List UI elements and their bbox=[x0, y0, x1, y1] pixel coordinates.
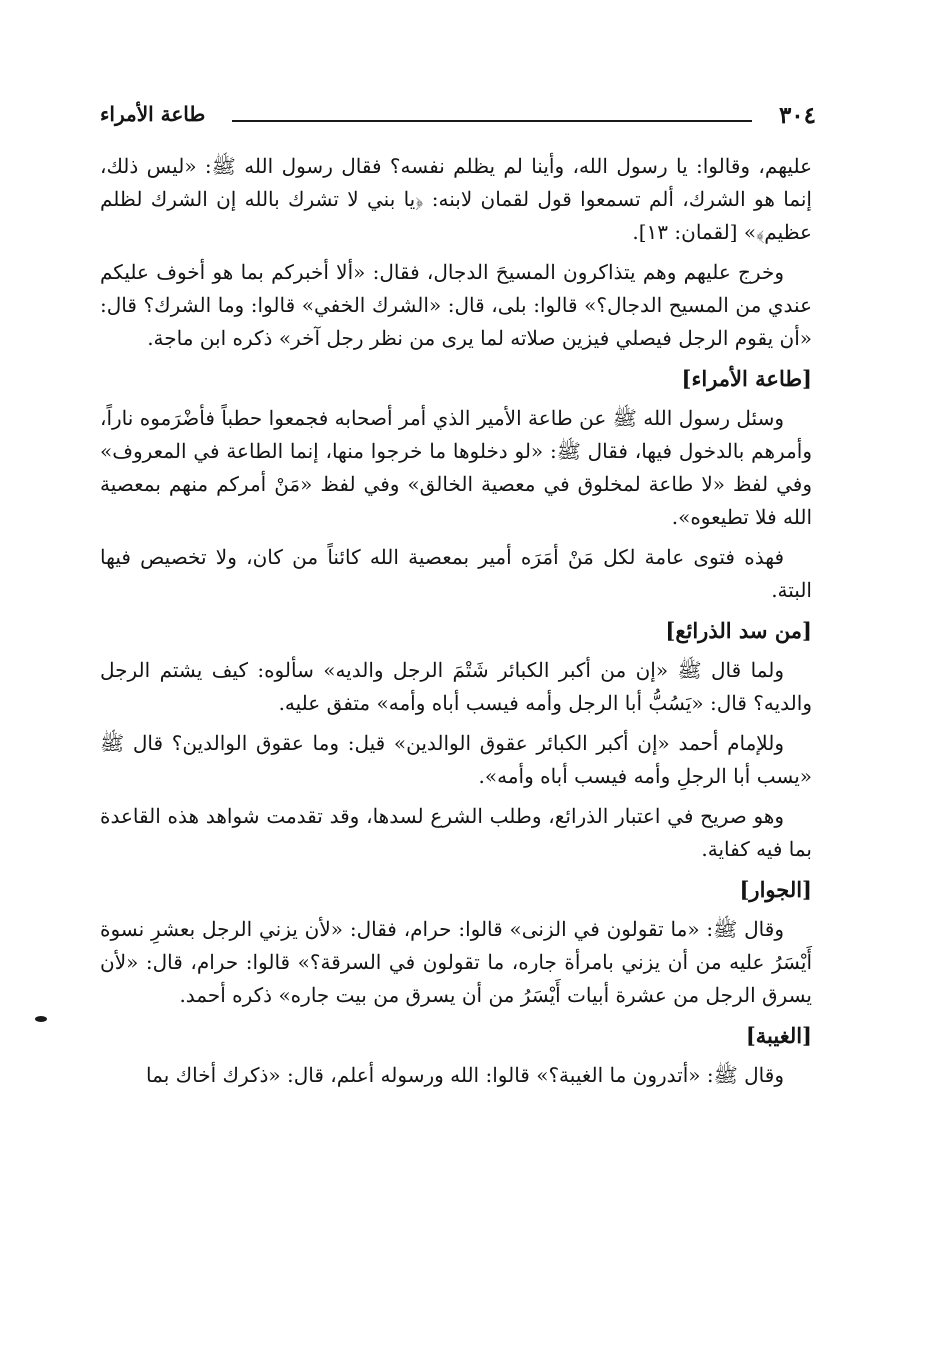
paragraph: وخرج عليهم وهم يتذاكرون المسيحَ الدجال، فقال: «ألا أخبركم بما هو أخوف عليكم عندي من المسيح الدجال؟» قالوا: بلى، قال: «الشرك الخفي» قالوا: وما الشرك؟ قال: «أن يقوم الرجل فيصلي فيزين صلاته لما يرى من نظر رجل آخر» ذكره ابن ماجة. bbox=[100, 260, 812, 350]
section-heading: [طاعة الأمراء] bbox=[681, 366, 812, 391]
paragraph: ولما قال ﷺ «إن من أكبر الكبائر شَتْمَ الرجل والديه» سألوه: كيف يشتم الرجل والديه؟ قال: «يَسُبُّ أبا الرجل وأمه فيسب أباه وأمه» متفق عليه. bbox=[100, 658, 812, 715]
paragraph: وسئل رسول الله ﷺ عن طاعة الأمير الذي أمر أصحابه فجمعوا حطباً فأضْرَموه ناراً، وأمرهم بالدخول فيها، فقال ﷺ: «لو دخلوها ما خرجوا منها، إنما الطاعة في المعروف» وفي لفظ «لا طاعة لمخلوق في معصية الخالق» وفي لفظ «مَنْ أمركم منهم بمعصية الله فلا تطيعوه». bbox=[100, 406, 812, 529]
paragraph: وهو صريح في اعتبار الذرائع، وطلب الشرع لسدها، وقد تقدمت شواهد هذه القاعدة بما فيه كفاية. bbox=[100, 804, 812, 861]
body-text bbox=[100, 150, 812, 1099]
header-rule bbox=[232, 120, 752, 122]
paragraph: فهذه فتوى عامة لكل مَنْ أمَرَه أمير بمعصية الله كائناً من كان، ولا تخصيص فيها البتة. bbox=[100, 545, 812, 602]
paragraph: وقال ﷺ: «أتدرون ما الغيبة؟» قالوا: الله ورسوله أعلم، قال: «ذكرك أخاك بما bbox=[146, 1063, 784, 1087]
section-heading: [الجوار] bbox=[739, 877, 812, 902]
page-number: ٣٠٤ bbox=[778, 102, 816, 129]
margin-mark bbox=[35, 1016, 47, 1022]
running-title: طاعة الأمراء bbox=[100, 102, 206, 126]
section-heading: [الغيبة] bbox=[745, 1023, 812, 1048]
paragraph: وقال ﷺ: «ما تقولون في الزنى» قالوا: حرام، فقال: «لأن يزني الرجل بعشرِ نسوة أَيْسَرُ عليه من أن يزني بامرأة جاره، ما تقولون في السرقة؟» قالوا: حرام، قال: «لأن يسرق الرجل من عشرة أبيات أَيْسَرُ من أن يسرق من بيت جاره» ذكره أحمد. bbox=[100, 917, 812, 1007]
page-header bbox=[100, 100, 816, 130]
paragraph: وللإمام أحمد «إن أكبر الكبائر عقوق الوالدين» قيل: وما عقوق الوالدين؟ قال ﷺ «يسب أبا الرجلِ وأمه فيسب أباه وأمه». bbox=[100, 731, 812, 788]
section-heading: [من سد الذرائع] bbox=[665, 618, 812, 643]
paragraph: عليهم، وقالوا: يا رسول الله، وأينا لم يظلم نفسه؟ فقال رسول الله ﷺ: «ليس ذلك، إنما هو الشرك، ألم تسمعوا قول لقمان لابنه: ﴿يا بني لا تشرك بالله إن الشرك لظلم عظيم﴾» [لقمان: ١٣]. bbox=[100, 154, 812, 244]
